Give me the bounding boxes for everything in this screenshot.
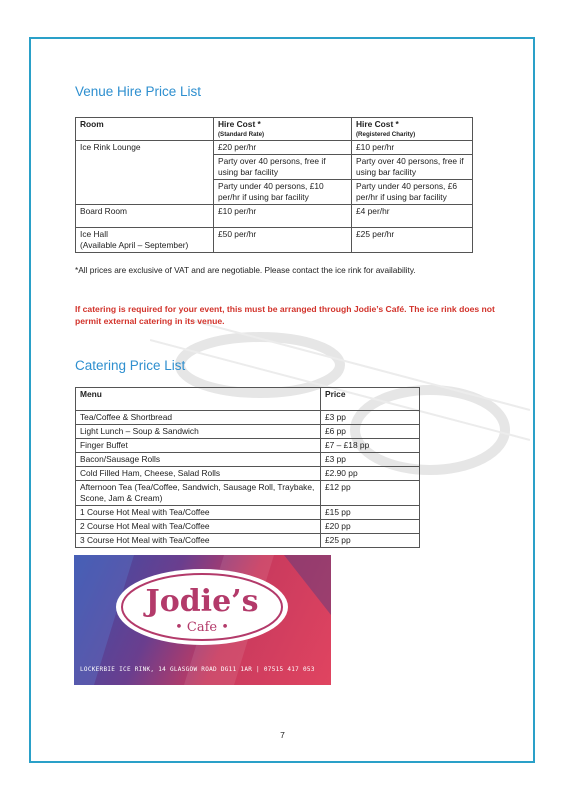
menu-item: 2 Course Hot Meal with Tea/Coffee [76, 520, 321, 534]
menu-price: £25 pp [321, 534, 420, 548]
charity-cost-cell: Party over 40 persons, free if using bar facility [352, 155, 473, 180]
charity-cost-cell: Party under 40 persons, £6 per/hr if using bar facility [352, 180, 473, 205]
menu-price: £20 pp [321, 520, 420, 534]
menu-price: £2.90 pp [321, 467, 420, 481]
vat-note: *All prices are exclusive of VAT and are negotiable. Please contact the ice rink for availability. [75, 265, 416, 275]
table-header-row [76, 118, 473, 141]
venue-hire-title: Venue Hire Price List [75, 84, 202, 99]
jodies-cafe-logo [74, 555, 331, 685]
table-row [76, 439, 420, 453]
charity-rate-header: Hire Cost * (Registered Charity) [352, 118, 473, 141]
menu-item: Cold Filled Ham, Cheese, Salad Rolls [76, 467, 321, 481]
standard-cost-cell: £50 per/hr [214, 228, 352, 253]
price-header: Price [321, 388, 420, 411]
menu-header: Menu [76, 388, 321, 411]
table-row [76, 506, 420, 520]
room-cell: Ice Hall (Available April – September) [76, 228, 214, 253]
table-row [76, 534, 420, 548]
menu-price: £3 pp [321, 453, 420, 467]
menu-price: £7 – £18 pp [321, 439, 420, 453]
standard-cost-cell: £10 per/hr [214, 205, 352, 228]
table-row [76, 228, 473, 253]
table-row [76, 467, 420, 481]
charity-cost-cell: £10 per/hr [352, 141, 473, 155]
menu-item: 1 Course Hot Meal with Tea/Coffee [76, 506, 321, 520]
room-availability-note: (Available April – September) [80, 240, 189, 250]
page-number: 7 [280, 730, 285, 740]
room-header: Room [76, 118, 214, 141]
catering-price-table [75, 387, 420, 548]
logo-subtitle: • Cafe • [175, 620, 229, 635]
menu-item: Bacon/Sausage Rolls [76, 453, 321, 467]
catering-warning: If catering is required for your event, this must be arranged through Jodie’s Café. The ice rink does not permit external catering in its venue. [75, 304, 495, 326]
menu-item: Tea/Coffee & Shortbread [76, 411, 321, 425]
table-row [76, 520, 420, 534]
table-row [76, 453, 420, 467]
room-cell: Ice Rink Lounge [76, 141, 214, 205]
menu-price: £6 pp [321, 425, 420, 439]
menu-price: £15 pp [321, 506, 420, 520]
standard-rate-header: Hire Cost * (Standard Rate) [214, 118, 352, 141]
menu-item: Light Lunch – Soup & Sandwich [76, 425, 321, 439]
logo-name: Jodie’s [145, 584, 259, 619]
standard-cost-cell: Party under 40 persons, £10 per/hr if using bar facility [214, 180, 352, 205]
table-row [76, 425, 420, 439]
table-row [76, 411, 420, 425]
table-row [76, 141, 473, 155]
charity-cost-cell: £4 per/hr [352, 205, 473, 228]
table-row [76, 481, 420, 506]
standard-cost-cell: Party over 40 persons, free if using bar facility [214, 155, 352, 180]
menu-item: 3 Course Hot Meal with Tea/Coffee [76, 534, 321, 548]
menu-price: £3 pp [321, 411, 420, 425]
venue-hire-table [75, 117, 473, 253]
table-header-row [76, 388, 420, 411]
menu-item: Afternoon Tea (Tea/Coffee, Sandwich, Sausage Roll, Traybake, Scone, Jam & Cream) [76, 481, 321, 506]
charity-cost-cell: £25 per/hr [352, 228, 473, 253]
room-cell: Board Room [76, 205, 214, 228]
menu-price: £12 pp [321, 481, 420, 506]
menu-item: Finger Buffet [76, 439, 321, 453]
logo-address: LOCKERBIE ICE RINK, 14 GLASGOW ROAD DG11 1AR | 07515 417 053 [80, 666, 315, 673]
standard-cost-cell: £20 per/hr [214, 141, 352, 155]
table-row [76, 205, 473, 228]
catering-title: Catering Price List [75, 358, 186, 373]
